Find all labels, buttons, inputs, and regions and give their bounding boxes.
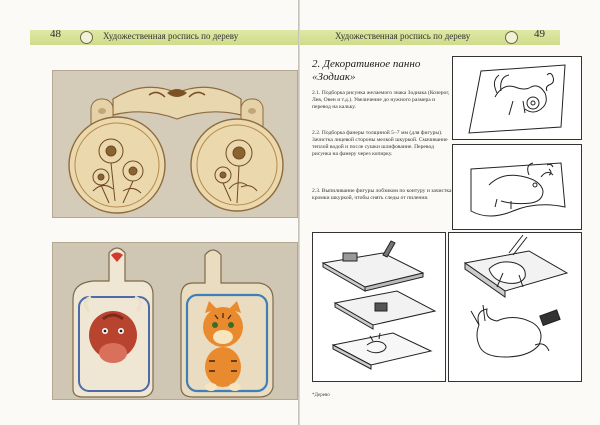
paragraph-2-2: 2.2. Подборка фанеры толщиной 5–7 мм (для фигуры). Зачистка лицевой стороны мелкой шкуркой. Смачивание теплой водой и после сушки шлифование. Перевод рисунка на фанеру через копирку. bbox=[312, 130, 448, 157]
figure-sanding-plywood bbox=[312, 232, 446, 382]
sanding-drawing bbox=[313, 233, 445, 381]
left-page bbox=[0, 0, 299, 425]
taurus-drawing bbox=[453, 145, 581, 229]
paragraph-2-3: 2.3. Выпиливание фигуры лобзиком по контуру и зачистка кромки шкуркой, чтобы снять следы от пиления. bbox=[312, 188, 452, 201]
painted-boards-illustration bbox=[53, 243, 297, 399]
section-title: 2. Декоративное панно «Зодиак» bbox=[312, 58, 421, 83]
running-header-left: Художественная роспись по дереву bbox=[103, 31, 239, 41]
page-number-right: 49 bbox=[534, 28, 545, 40]
jigsaw-drawing bbox=[449, 233, 581, 381]
photo-painted-cutting-boards bbox=[52, 242, 298, 400]
page-number-left: 48 bbox=[50, 28, 61, 40]
capricorn-drawing bbox=[453, 57, 581, 139]
right-page bbox=[300, 0, 600, 425]
photo-sunflower-boards bbox=[52, 70, 298, 218]
header-emblem-icon bbox=[80, 31, 93, 44]
figure-taurus-sketch bbox=[452, 144, 582, 230]
running-header-right: Художественная роспись по дереву bbox=[335, 31, 471, 41]
footnote: *Дерево bbox=[312, 393, 330, 398]
figure-capricorn-sketch bbox=[452, 56, 582, 140]
sunflower-boards-illustration bbox=[53, 71, 297, 217]
figure-jigsaw-cutting bbox=[448, 232, 582, 382]
paragraph-2-1: 2.1. Подборка рисунка желаемого знака Зодиака (Козерог, Лев, Овен и т.д.). Увеличение до нужного размера и перевод на кальку. bbox=[312, 90, 450, 110]
header-emblem-icon bbox=[505, 31, 518, 44]
